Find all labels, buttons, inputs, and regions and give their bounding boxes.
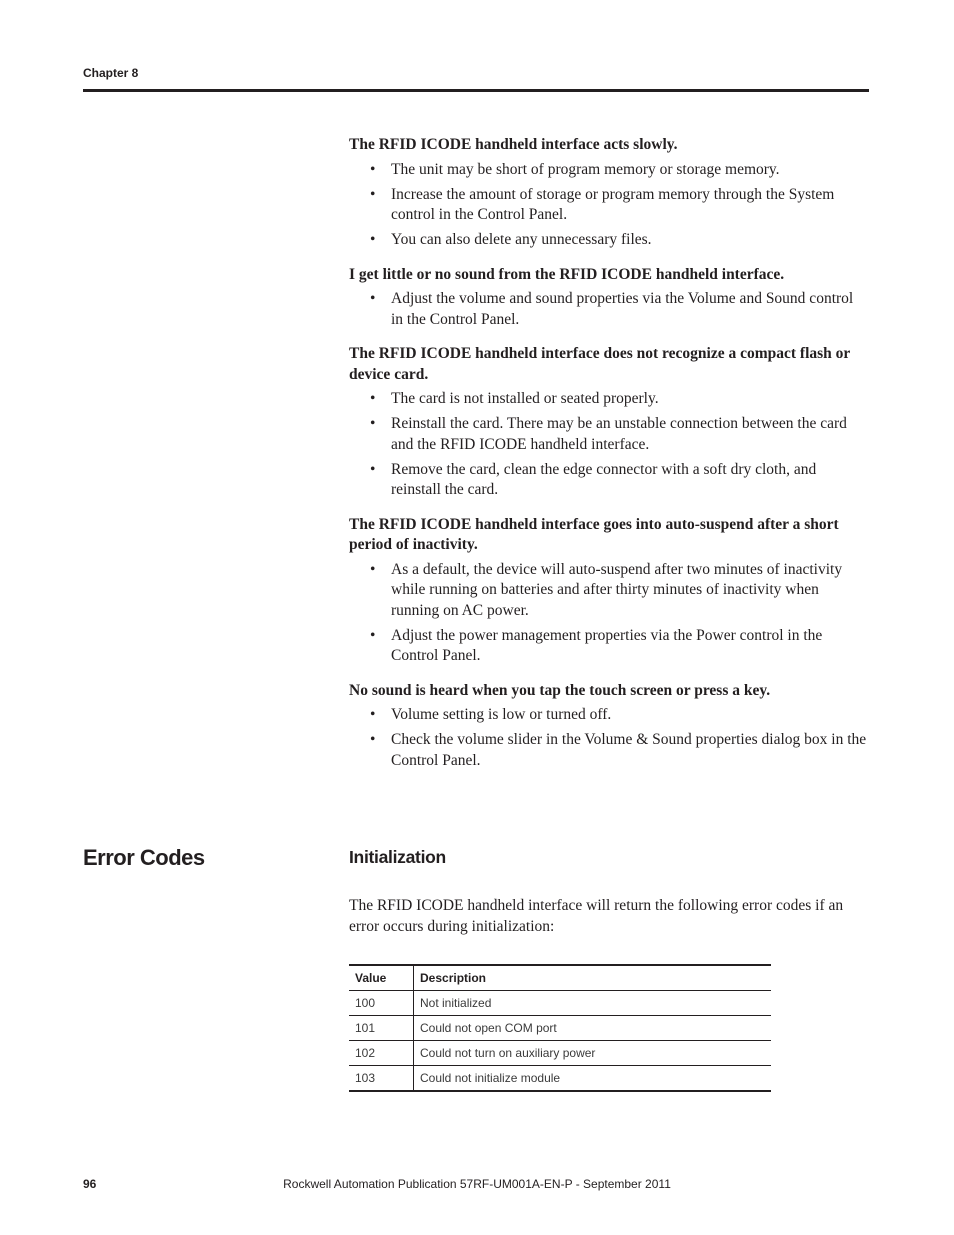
troubleshooting-item [349,135,869,251]
error-code-description: Could not initialize module [414,1066,772,1092]
bullet-glyph: • [370,626,376,644]
troubleshooting-question: The RFID ICODE handheld interface acts slowly. [349,136,678,153]
bullet-text: As a default, the device will auto-suspend after two minutes of inactivity while running on batteries and after thirty minutes of inactivity when running on AC power. [391,560,843,619]
bullet-glyph: • [370,390,376,407]
bullet-item [349,560,869,622]
bullet-list [349,160,869,251]
header-divider [83,89,869,92]
bullet-text: Check the volume slider in the Volume & Sound properties dialog box in the Control Panel. [391,731,867,769]
bullet-item [349,185,869,226]
bullet-text: Remove the card, clean the edge connector with a soft dry cloth, and reinstall the card. [391,460,817,498]
bullet-item [349,730,869,771]
subsection-title: Initialization [349,847,446,867]
error-code-description: Not initialized [414,991,772,1016]
bullet-glyph: • [370,185,376,203]
bullet-glyph: • [370,290,376,307]
troubleshooting-item [349,515,869,667]
page-number: 96 [83,1177,97,1191]
intro-paragraph: The RFID ICODE handheld interface will return the following error codes if an error occurs during initialization: [349,897,844,935]
bullet-item [349,230,869,251]
bullet-item [349,414,869,455]
chapter-label: Chapter 8 [83,66,139,80]
table-row [349,1066,771,1092]
column-header-value: Value [349,965,414,991]
bullet-list [349,289,869,330]
bullet-item [349,289,869,330]
bullet-text: The card is not installed or seated properly. [391,390,659,407]
bullet-glyph: • [370,415,376,432]
bullet-text: Increase the amount of storage or program memory through the System control in the Control Panel. [391,185,835,223]
troubleshooting-question: The RFID ICODE handheld interface goes into auto-suspend after a short period of inactivity. [349,515,839,553]
column-header-description: Description [414,965,772,991]
bullet-list [349,705,869,771]
bullet-text: Reinstall the card. There may be an unstable connection between the card and the RFID ICODE handheld interface. [391,415,847,453]
publication-info: Rockwell Automation Publication 57RF-UM001A-EN-P - September 2011 [283,1177,671,1191]
troubleshooting-question: The RFID ICODE handheld interface does not recognize a compact flash or device card. [349,345,851,383]
table-header-row [349,965,771,991]
bullet-item [349,389,869,410]
troubleshooting-item [349,344,869,501]
bullet-item [349,160,869,181]
error-code-description: Could not turn on auxiliary power [414,1041,772,1066]
table-row [349,1016,771,1041]
bullet-glyph: • [370,731,376,748]
bullet-list [349,389,869,501]
troubleshooting-list [349,135,869,785]
bullet-text: Adjust the power management properties via the Power control in the Control Panel. [391,626,823,664]
bullet-glyph: • [370,706,376,723]
bullet-glyph: • [370,231,376,248]
table-row [349,1041,771,1066]
bullet-text: You can also delete any unnecessary files. [391,231,652,248]
error-code-description: Could not open COM port [414,1016,772,1041]
error-code-value: 103 [349,1066,414,1092]
error-code-value: 100 [349,991,414,1016]
bullet-glyph: • [370,160,376,178]
troubleshooting-question: I get little or no sound from the RFID ICODE handheld interface. [349,265,785,283]
bullet-glyph: • [370,460,376,478]
error-code-value: 102 [349,1041,414,1066]
bullet-item [349,705,869,726]
table-row [349,991,771,1016]
bullet-glyph: • [370,560,376,578]
error-code-value: 101 [349,1016,414,1041]
bullet-item [349,626,869,667]
bullet-text: Volume setting is low or turned off. [391,706,612,723]
bullet-text: The unit may be short of program memory or storage memory. [391,160,780,178]
bullet-text: Adjust the volume and sound properties via the Volume and Sound control in the Control Panel. [391,290,854,328]
bullet-item [349,460,869,501]
troubleshooting-item [349,681,869,772]
section-title: Error Codes [83,845,205,870]
bullet-list [349,560,869,667]
troubleshooting-item [349,265,869,331]
troubleshooting-question: No sound is heard when you tap the touch screen or press a key. [349,681,771,699]
error-codes-table [349,964,771,1092]
